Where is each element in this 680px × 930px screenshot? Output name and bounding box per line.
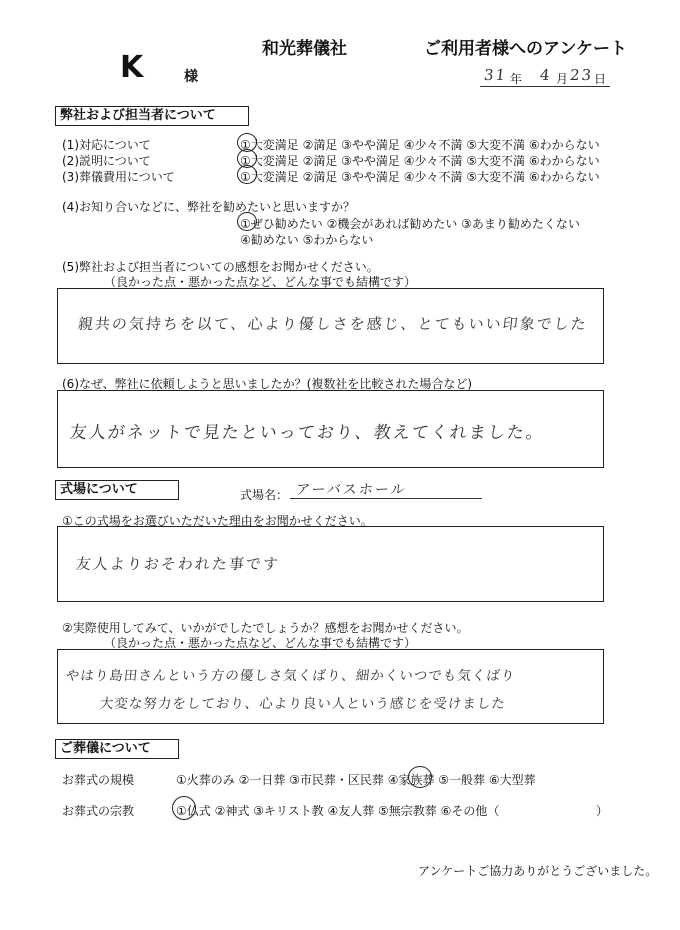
q4-options-line2: ④勧めない ⑤わからない: [240, 233, 374, 247]
q3-label: (3)葬儀費用について: [62, 170, 175, 184]
venue-q2-sub: （良かった点・悪かった点など、どんな事でも結構です）: [104, 636, 417, 650]
q1-label: (1)対応について: [62, 138, 151, 152]
venue-q1-answer: 友人よりおそわれた事です: [75, 555, 281, 573]
funeral-scale-options: ①火葬のみ ②一日葬 ③市民葬・区民葬 ④家族葬 ⑤一般葬 ⑥大型葬: [176, 773, 536, 787]
section-heading-funeral: ご葬儀について: [55, 739, 179, 759]
venue-label: 式場名：: [240, 488, 289, 502]
date-day-label: 日: [594, 72, 607, 86]
date-year-label: 年: [510, 72, 523, 86]
q1-options: ①大変満足 ②満足 ③やや満足 ④少々不満 ⑤大変不満 ⑥わからない: [240, 138, 600, 152]
funeral-scale-label: お葬式の規模: [62, 773, 135, 787]
q5-answer: 親共の気持ちを以て、心より優しさを感じ、とてもいい印象でした: [77, 315, 589, 333]
q5-label: (5)弊社および担当者についての感想をお聞かせください。: [62, 260, 379, 274]
q2-label: (2)説明について: [62, 154, 151, 168]
q4-selected-circle: [237, 212, 257, 231]
q3-selected-circle: [237, 165, 257, 184]
funeral-religion-options: ①仏式 ②神式 ③キリスト教 ④友人葬 ⑤無宗教葬 ⑥その他（: [176, 804, 500, 818]
funeral-religion-label: お葬式の宗教: [62, 804, 135, 818]
date-year: 31: [483, 66, 509, 84]
venue-q2-answer-line1: やはり島田さんという方の優しさ気くばり、細かくいつでも気くばり: [64, 668, 517, 684]
customer-initial: K: [120, 50, 144, 85]
q5-sub: （良かった点・悪かった点など、どんな事でも結構です）: [104, 275, 417, 289]
date-day: 23: [569, 66, 595, 84]
q6-answer: 友人がネットで見たといっており、教えてくれました。: [68, 423, 546, 443]
date-underline: [480, 86, 610, 87]
date-month-label: 月: [556, 72, 569, 86]
venue-q2-answer-line2: 大変な努力をしており、心より良い人という感じを受けました: [98, 696, 507, 712]
section-heading-company: 弊社および担当者について: [55, 106, 249, 126]
funeral-religion-close: ）: [596, 804, 609, 818]
date-month: 4: [539, 66, 553, 84]
customer-honorific: 様: [184, 69, 198, 85]
q6-label: (6)なぜ、弊社に依頼しようと思いましたか？(複数社を比較された場合など): [62, 377, 473, 391]
venue-underline: [290, 498, 482, 499]
section-heading-venue: 式場について: [55, 480, 179, 500]
company-name: 和光葬儀社: [262, 39, 347, 59]
q4-label: (4)お知り合いなどに、弊社を勧めたいと思いますか？: [62, 200, 356, 214]
funeral-scale-selected-circle: [408, 766, 432, 788]
q3-options: ①大変満足 ②満足 ③やや満足 ④少々不満 ⑤大変不満 ⑥わからない: [240, 170, 600, 184]
venue-q1-label: ①この式場をお選びいただいた理由をお聞かせください。: [62, 514, 373, 528]
q4-options-line1: ①ぜひ勧めたい ②機会があれば勧めたい ③あまり勧めたくない: [240, 217, 580, 231]
thank-you-note: アンケートご協力ありがとうございました。: [418, 864, 658, 878]
funeral-religion-selected-circle: [172, 796, 196, 820]
survey-title: ご利用者様へのアンケート: [424, 39, 627, 59]
venue-q2-label: ②実際使用してみて、いかがでしたでしょうか？感想をお聞かせください。: [62, 621, 469, 635]
q2-options: ①大変満足 ②満足 ③やや満足 ④少々不満 ⑤大変不満 ⑥わからない: [240, 154, 600, 168]
venue-q2-answer-box: [57, 649, 604, 724]
venue-value: アーバスホール: [295, 482, 408, 498]
